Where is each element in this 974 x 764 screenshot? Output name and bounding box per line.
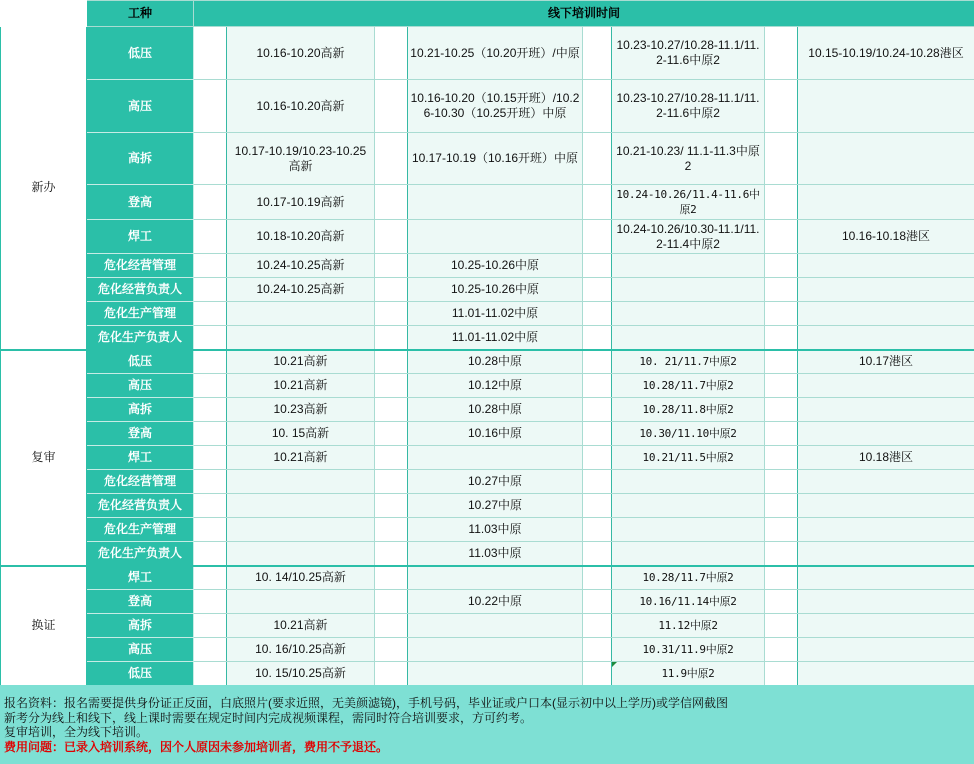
schedule-cell: 10.28/11.8中原2	[612, 398, 765, 422]
schedule-cell	[798, 590, 974, 614]
table-row	[1, 662, 974, 686]
schedule-cell: 11.12中原2	[612, 614, 765, 638]
spacer-cell	[583, 422, 612, 446]
table-row	[1, 638, 974, 662]
spacer-cell	[375, 254, 408, 278]
table-row	[1, 185, 974, 220]
spacer-cell	[194, 350, 227, 374]
schedule-cell	[798, 422, 974, 446]
spacer-cell	[765, 278, 798, 302]
spacer-cell	[583, 446, 612, 470]
job-type-cell: 高压	[87, 80, 194, 133]
spacer-cell	[765, 350, 798, 374]
spacer-cell	[375, 446, 408, 470]
schedule-cell: 10.16-10.18港区	[798, 220, 974, 254]
spacer-cell	[194, 326, 227, 350]
schedule-cell: 10.23-10.27/10.28-11.1/11.2-11.6中原2	[612, 80, 765, 133]
spacer-cell	[583, 470, 612, 494]
section-label: 复审	[1, 350, 87, 566]
schedule-cell	[227, 302, 375, 326]
job-type-cell: 焊工	[87, 566, 194, 590]
note-fee-warning: 费用问题：已录入培训系统，因个人原因未参加培训者，费用不予退还。	[4, 739, 389, 754]
spacer-cell	[194, 185, 227, 220]
schedule-cell: 10.21高新	[227, 374, 375, 398]
job-type-cell: 低压	[87, 27, 194, 80]
spacer-cell	[375, 518, 408, 542]
spacer-cell	[194, 220, 227, 254]
schedule-cell: 10.28/11.7中原2	[612, 566, 765, 590]
spacer-cell	[765, 518, 798, 542]
job-type-cell: 危化经营管理	[87, 254, 194, 278]
spacer-cell	[583, 27, 612, 80]
spacer-cell	[765, 638, 798, 662]
spacer-cell	[375, 27, 408, 80]
spacer-cell	[194, 374, 227, 398]
job-type-cell: 危化经营负责人	[87, 278, 194, 302]
spacer-cell	[194, 518, 227, 542]
schedule-cell	[798, 542, 974, 566]
spacer-cell	[765, 470, 798, 494]
spacer-cell	[194, 470, 227, 494]
schedule-cell	[612, 470, 765, 494]
schedule-cell	[798, 470, 974, 494]
schedule-cell: 11.03中原	[408, 542, 583, 566]
note-registration: 报名资料：报名需要提供身份证正反面，白底照片(要求近照，无美颜滤镜)，手机号码，毕业证或户口本(显示初中以上学历)或学信网截图	[4, 696, 728, 710]
spacer-cell	[194, 133, 227, 185]
schedule-cell: 11.9中原2	[612, 662, 765, 686]
spacer-cell	[375, 326, 408, 350]
schedule-cell: 10.17-10.19高新	[227, 185, 375, 220]
schedule-cell	[798, 494, 974, 518]
spacer-cell	[194, 422, 227, 446]
spacer-cell	[194, 27, 227, 80]
job-type-cell: 危化经营管理	[87, 470, 194, 494]
schedule-cell: 10. 21/11.7中原2	[612, 350, 765, 374]
schedule-cell	[408, 185, 583, 220]
job-type-cell: 危化生产负责人	[87, 326, 194, 350]
table-row	[1, 27, 974, 80]
schedule-cell: 11.01-11.02中原	[408, 326, 583, 350]
spacer-cell	[583, 278, 612, 302]
job-type-cell: 高拆	[87, 614, 194, 638]
job-type-cell: 焊工	[87, 446, 194, 470]
schedule-cell: 10.25-10.26中原	[408, 254, 583, 278]
spacer-cell	[194, 566, 227, 590]
spacer-cell	[765, 614, 798, 638]
job-type-cell: 登高	[87, 422, 194, 446]
spacer-cell	[375, 422, 408, 446]
schedule-cell: 10.17港区	[798, 350, 974, 374]
job-type-cell: 焊工	[87, 220, 194, 254]
job-type-cell: 登高	[87, 590, 194, 614]
spacer-cell	[375, 185, 408, 220]
schedule-cell	[798, 638, 974, 662]
table-row	[1, 398, 974, 422]
job-type-cell: 危化经营负责人	[87, 494, 194, 518]
spacer-cell	[375, 278, 408, 302]
spacer-cell	[194, 590, 227, 614]
spacer-cell	[375, 614, 408, 638]
schedule-cell: 10.18-10.20高新	[227, 220, 375, 254]
schedule-cell: 10. 14/10.25高新	[227, 566, 375, 590]
table-row	[1, 614, 974, 638]
schedule-cell: 10.21-10.23/ 11.1-11.3中原2	[612, 133, 765, 185]
table-row	[1, 133, 974, 185]
schedule-cell	[798, 398, 974, 422]
spacer-cell	[583, 590, 612, 614]
schedule-cell: 10.27中原	[408, 494, 583, 518]
schedule-cell: 10.24-10.25高新	[227, 254, 375, 278]
spacer-cell	[583, 185, 612, 220]
spacer-cell	[194, 254, 227, 278]
spacer-cell	[375, 80, 408, 133]
schedule-cell	[798, 518, 974, 542]
schedule-cell: 10.27中原	[408, 470, 583, 494]
schedule-cell	[227, 518, 375, 542]
spacer-cell	[583, 662, 612, 686]
schedule-cell: 10.30/11.10中原2	[612, 422, 765, 446]
schedule-cell: 10.21/11.5中原2	[612, 446, 765, 470]
spacer-cell	[375, 374, 408, 398]
spacer-cell	[583, 133, 612, 185]
schedule-cell: 10.17-10.19/10.23-10.25高新	[227, 133, 375, 185]
schedule-cell: 10.18港区	[798, 446, 974, 470]
notes-footer	[0, 685, 974, 764]
table-row	[1, 350, 974, 374]
spacer-cell	[583, 494, 612, 518]
schedule-cell: 10.23高新	[227, 398, 375, 422]
spacer-cell	[583, 566, 612, 590]
schedule-cell	[798, 374, 974, 398]
spacer-cell	[194, 398, 227, 422]
schedule-cell	[408, 614, 583, 638]
table-row	[1, 80, 974, 133]
spacer-cell	[194, 662, 227, 686]
schedule-cell	[227, 590, 375, 614]
table-row	[1, 422, 974, 446]
schedule-cell	[798, 80, 974, 133]
schedule-cell	[798, 326, 974, 350]
schedule-cell	[227, 326, 375, 350]
schedule-cell: 10. 15高新	[227, 422, 375, 446]
spacer-cell	[765, 302, 798, 326]
spacer-cell	[765, 542, 798, 566]
spacer-cell	[765, 185, 798, 220]
job-type-cell: 危化生产管理	[87, 518, 194, 542]
schedule-cell	[612, 542, 765, 566]
job-type-cell: 登高	[87, 185, 194, 220]
spacer-cell	[194, 542, 227, 566]
schedule-cell	[612, 494, 765, 518]
spacer-cell	[375, 470, 408, 494]
job-type-cell: 低压	[87, 662, 194, 686]
table-row	[1, 326, 974, 350]
spacer-cell	[765, 220, 798, 254]
spacer-cell	[375, 133, 408, 185]
spacer-cell	[194, 278, 227, 302]
schedule-cell: 10.21高新	[227, 446, 375, 470]
schedule-cell	[408, 566, 583, 590]
table-row	[1, 302, 974, 326]
spacer-cell	[375, 398, 408, 422]
table-row	[1, 446, 974, 470]
schedule-cell	[798, 278, 974, 302]
schedule-cell	[408, 638, 583, 662]
schedule-cell: 10.24-10.25高新	[227, 278, 375, 302]
spacer-cell	[765, 566, 798, 590]
schedule-cell: 10.12中原	[408, 374, 583, 398]
schedule-cell	[798, 133, 974, 185]
schedule-cell	[798, 614, 974, 638]
schedule-cell: 10.25-10.26中原	[408, 278, 583, 302]
schedule-cell: 10.24-10.26/10.30-11.1/11.2-11.4中原2	[612, 220, 765, 254]
schedule-cell: 10.15-10.19/10.24-10.28港区	[798, 27, 974, 80]
schedule-cell: 11.03中原	[408, 518, 583, 542]
schedule-cell: 10.21高新	[227, 350, 375, 374]
spacer-cell	[375, 302, 408, 326]
job-type-cell: 低压	[87, 350, 194, 374]
schedule-cell: 10.28中原	[408, 398, 583, 422]
section-label: 新办	[1, 27, 87, 350]
spacer-cell	[765, 398, 798, 422]
table-row	[1, 254, 974, 278]
spacer-cell	[765, 662, 798, 686]
spacer-cell	[375, 638, 408, 662]
spacer-cell	[583, 326, 612, 350]
schedule-cell: 10.16中原	[408, 422, 583, 446]
spacer-cell	[765, 27, 798, 80]
job-type-cell: 危化生产负责人	[87, 542, 194, 566]
table-row	[1, 494, 974, 518]
schedule-cell: 10.31/11.9中原2	[612, 638, 765, 662]
header-row	[1, 1, 974, 27]
spacer-cell	[765, 374, 798, 398]
spacer-cell	[194, 80, 227, 133]
schedule-cell	[227, 470, 375, 494]
spacer-cell	[765, 133, 798, 185]
schedule-cell: 10. 16/10.25高新	[227, 638, 375, 662]
spacer-cell	[375, 220, 408, 254]
spacer-cell	[194, 614, 227, 638]
job-type-cell: 高拆	[87, 133, 194, 185]
header-type-cell: 工种	[87, 1, 194, 27]
job-type-cell: 高压	[87, 638, 194, 662]
schedule-cell: 10.21高新	[227, 614, 375, 638]
spacer-cell	[765, 590, 798, 614]
spacer-cell	[765, 446, 798, 470]
spacer-cell	[194, 302, 227, 326]
schedule-cell: 10.16-10.20（10.15开班）/10.26-10.30（10.25开班）中原	[408, 80, 583, 133]
spacer-cell	[375, 566, 408, 590]
spacer-cell	[583, 518, 612, 542]
spacer-cell	[765, 494, 798, 518]
table-row	[1, 220, 974, 254]
note-new-exam: 新考分为线上和线下，线上课时需要在规定时间内完成视频课程，需同时符合培训要求，方可约考。	[4, 710, 533, 725]
schedule-cell: 10.16-10.20高新	[227, 80, 375, 133]
schedule-cell: 10.21-10.25（10.20开班）/中原	[408, 27, 583, 80]
schedule-cell: 10.28中原	[408, 350, 583, 374]
job-type-cell: 危化生产管理	[87, 302, 194, 326]
spacer-cell	[375, 662, 408, 686]
spacer-cell	[583, 638, 612, 662]
spacer-cell	[583, 254, 612, 278]
table-row	[1, 470, 974, 494]
spacer-cell	[765, 254, 798, 278]
schedule-cell: 10.16-10.20高新	[227, 27, 375, 80]
table-row	[1, 542, 974, 566]
schedule-cell: 10.22中原	[408, 590, 583, 614]
job-type-cell: 高拆	[87, 398, 194, 422]
spacer-cell	[765, 422, 798, 446]
schedule-cell	[612, 254, 765, 278]
schedule-cell: 11.01-11.02中原	[408, 302, 583, 326]
schedule-cell	[227, 494, 375, 518]
spacer-cell	[583, 374, 612, 398]
note-review: 复审培训，全为线下培训。	[4, 725, 149, 739]
spacer-cell	[765, 80, 798, 133]
table-row	[1, 590, 974, 614]
header-schedule-cell: 线下培训时间	[194, 1, 974, 27]
header-blank-cell	[1, 1, 87, 27]
spacer-cell	[194, 494, 227, 518]
spacer-cell	[194, 446, 227, 470]
spacer-cell	[194, 638, 227, 662]
spacer-cell	[583, 80, 612, 133]
spacer-cell	[375, 350, 408, 374]
job-type-cell: 高压	[87, 374, 194, 398]
schedule-cell	[612, 326, 765, 350]
schedule-cell	[408, 662, 583, 686]
schedule-cell	[798, 662, 974, 686]
table-row	[1, 374, 974, 398]
schedule-cell	[798, 185, 974, 220]
spacer-cell	[583, 542, 612, 566]
section-label: 换证	[1, 566, 87, 686]
schedule-cell: 10.16/11.14中原2	[612, 590, 765, 614]
schedule-cell	[798, 254, 974, 278]
schedule-cell: 10. 15/10.25高新	[227, 662, 375, 686]
schedule-cell: 10.28/11.7中原2	[612, 374, 765, 398]
schedule-cell	[798, 302, 974, 326]
schedule-cell	[408, 446, 583, 470]
spacer-cell	[375, 542, 408, 566]
spacer-cell	[583, 302, 612, 326]
schedule-cell	[612, 278, 765, 302]
schedule-cell: 10.17-10.19（10.16开班）中原	[408, 133, 583, 185]
spacer-cell	[765, 326, 798, 350]
schedule-cell	[612, 518, 765, 542]
schedule-cell	[227, 542, 375, 566]
table-row	[1, 518, 974, 542]
schedule-cell	[612, 302, 765, 326]
table-row	[1, 278, 974, 302]
schedule-cell: 10.24-10.26/11.4-11.6中原2	[612, 185, 765, 220]
spacer-cell	[583, 398, 612, 422]
schedule-cell: 10.23-10.27/10.28-11.1/11.2-11.6中原2	[612, 27, 765, 80]
spacer-cell	[583, 220, 612, 254]
table-row	[1, 566, 974, 590]
schedule-cell	[408, 220, 583, 254]
spacer-cell	[583, 350, 612, 374]
spacer-cell	[375, 494, 408, 518]
spacer-cell	[583, 614, 612, 638]
schedule-cell	[798, 566, 974, 590]
spacer-cell	[375, 590, 408, 614]
